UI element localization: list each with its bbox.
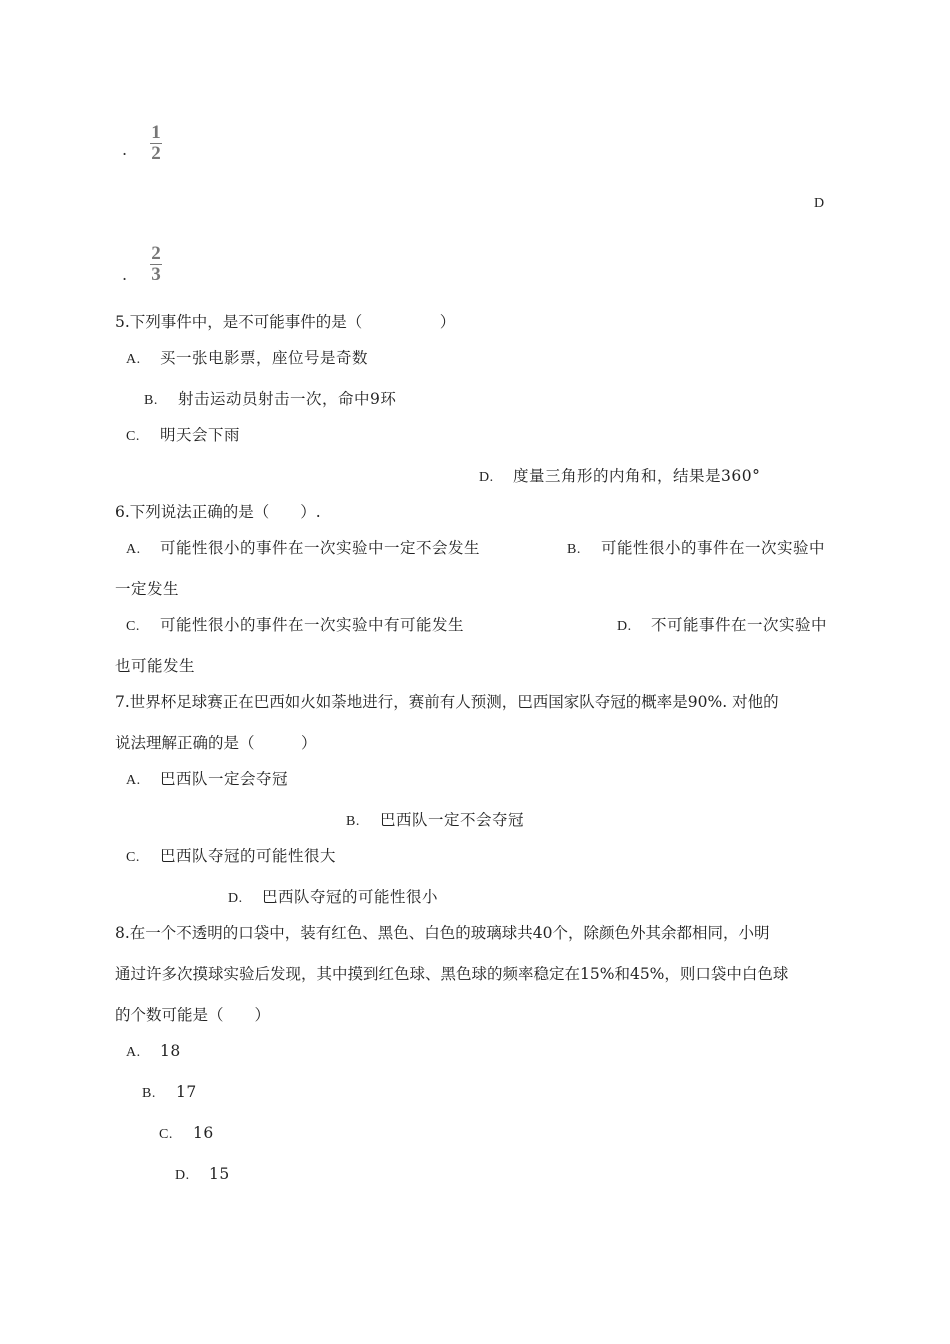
question-7-option-a <box>126 769 288 791</box>
option-text: 不可能事件在一次实验中 <box>651 616 828 634</box>
fraction-denominator: 2 <box>151 143 161 164</box>
question-5-option-d <box>479 466 760 488</box>
option-label: A. <box>126 352 141 367</box>
option-label: A. <box>126 773 141 788</box>
option-text: 可能性很小的事件在一次实验中有可能发生 <box>160 616 465 634</box>
option-text: 16 <box>193 1124 214 1142</box>
fraction-numerator: 1 <box>151 122 161 143</box>
option-text: 15 <box>209 1165 230 1183</box>
question-5-option-a <box>126 348 368 370</box>
question-8-stem-line-3: 的个数可能是（ ） <box>115 1006 271 1024</box>
option-label: D. <box>228 891 243 906</box>
option-label: D. <box>479 470 494 485</box>
option-text: 巴西队一定不会夺冠 <box>380 811 525 829</box>
question-7-stem-line-2: 说法理解正确的是（ ） <box>115 734 317 752</box>
option-label: C. <box>126 619 140 634</box>
question-7-option-b <box>346 810 524 832</box>
option-c-marker: . <box>122 140 128 159</box>
fraction-denominator: 3 <box>151 264 161 285</box>
question-7-option-c <box>126 846 336 868</box>
option-label: B. <box>142 1086 156 1101</box>
option-label: B. <box>567 542 581 557</box>
fraction-one-half <box>150 124 162 163</box>
option-text: 买一张电影票，座位号是奇数 <box>160 349 369 367</box>
question-8-option-b <box>142 1082 197 1104</box>
option-text: 度量三角形的内角和，结果是360° <box>513 467 761 485</box>
option-text: 可能性很小的事件在一次实验中一定不会发生 <box>160 539 481 557</box>
question-6-option-b <box>567 538 825 560</box>
option-label: C. <box>159 1127 173 1142</box>
option-d-label: D <box>814 196 825 211</box>
question-6-option-d <box>617 615 827 637</box>
option-d-marker: . <box>122 265 128 284</box>
option-text: 17 <box>176 1083 197 1101</box>
option-text: 巴西队夺冠的可能性很小 <box>262 888 439 906</box>
option-label: D. <box>175 1168 190 1183</box>
question-6-option-c <box>126 615 464 637</box>
question-5-option-c <box>126 425 240 447</box>
option-text: 巴西队一定会夺冠 <box>160 770 289 788</box>
question-5-option-b <box>144 389 396 411</box>
question-8-option-c <box>159 1123 214 1145</box>
option-label: B. <box>144 393 158 408</box>
fraction-two-thirds <box>150 245 162 284</box>
option-label: A. <box>126 542 141 557</box>
option-text: 射击运动员射击一次，命中9环 <box>178 390 397 408</box>
option-text: 明天会下雨 <box>160 426 241 444</box>
question-8-stem-line-1: 8.在一个不透明的口袋中，装有红色、黑色、白色的玻璃球共40个，除颜色外其余都相同，小明 <box>115 924 770 942</box>
question-6-option-d-continued: 也可能发生 <box>115 657 196 675</box>
option-label: B. <box>346 814 360 829</box>
option-text: 巴西队夺冠的可能性很大 <box>160 847 337 865</box>
question-5-stem: 5.下列事件中，是不可能事件的是（ ） <box>115 313 456 331</box>
question-8-stem-line-2: 通过许多次摸球实验后发现，其中摸到红色球、黑色球的频率稳定在15%和45%，则口袋中白色球 <box>115 965 789 983</box>
question-7-stem-line-1: 7.世界杯足球赛正在巴西如火如荼地进行，赛前有人预测，巴西国家队夺冠的概率是90%. 对他的 <box>115 693 779 711</box>
question-8-option-d <box>175 1164 230 1186</box>
question-6-stem: 6.下列说法正确的是（ ）. <box>115 503 321 521</box>
question-6-option-b-continued: 一定发生 <box>115 580 180 598</box>
question-7-option-d <box>228 887 438 909</box>
fraction-numerator: 2 <box>151 243 161 264</box>
option-label: C. <box>126 850 140 865</box>
option-text: 18 <box>160 1042 181 1060</box>
question-8-option-a <box>126 1041 181 1063</box>
question-6-option-a <box>126 538 480 560</box>
option-label: D. <box>617 619 632 634</box>
option-label: C. <box>126 429 140 444</box>
option-label: A. <box>126 1045 141 1060</box>
option-text: 可能性很小的事件在一次实验中 <box>601 539 826 557</box>
